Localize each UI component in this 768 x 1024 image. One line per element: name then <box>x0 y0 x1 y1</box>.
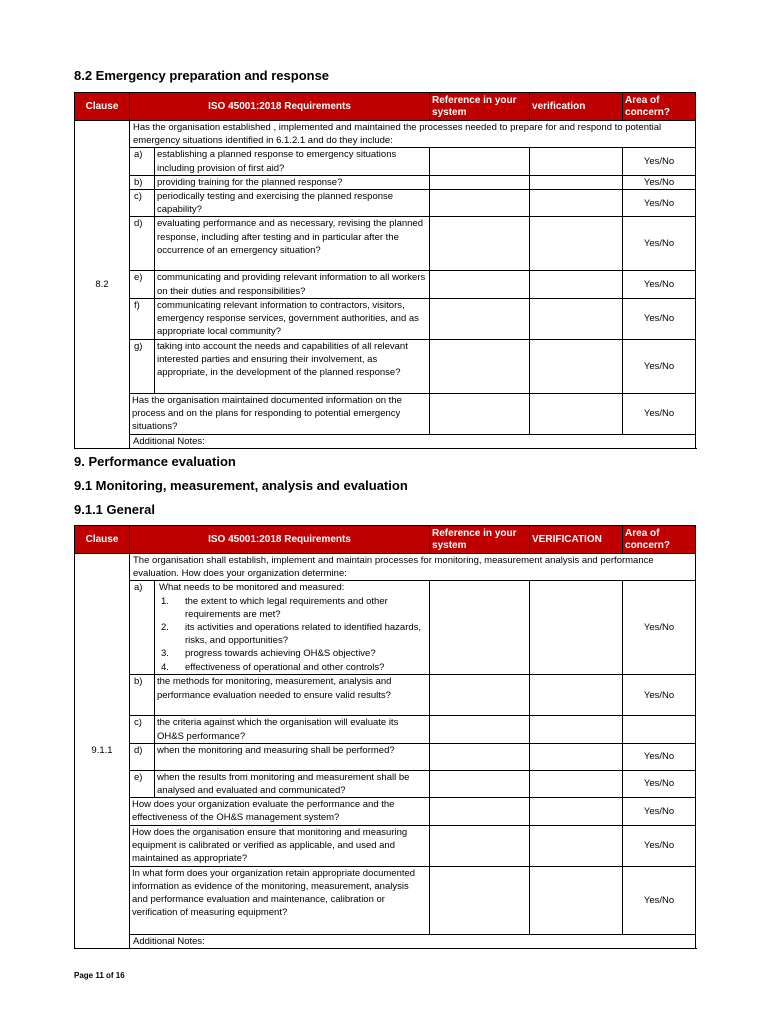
question-text: How does your organization evaluate the performance and the effectiveness of the OH&S management system? <box>130 798 430 825</box>
item-letter: c) <box>130 716 155 743</box>
intro-text: The organisation shall establish, implement and maintain processes for monitoring, measurement analysis and performance evaluation. How does your organization determine: <box>130 554 696 581</box>
table-row <box>75 716 696 743</box>
item-letter: e) <box>130 271 155 298</box>
verification-cell[interactable] <box>530 298 623 339</box>
header-clause: Clause <box>75 93 130 121</box>
reference-cell[interactable] <box>430 175 530 189</box>
verification-cell[interactable] <box>530 393 623 434</box>
table-row <box>75 148 696 175</box>
item-text: establishing a planned response to emergency situations including provision of first aid? <box>155 148 430 175</box>
item-letter: g) <box>130 339 155 393</box>
table-row <box>75 271 696 298</box>
answer-cell[interactable]: Yes/No <box>623 393 696 434</box>
reference-cell[interactable] <box>430 271 530 298</box>
answer-cell[interactable]: Yes/No <box>623 175 696 189</box>
table-row <box>75 866 696 934</box>
emergency-table <box>74 92 696 449</box>
table-row <box>75 743 696 770</box>
verification-cell[interactable] <box>530 743 623 770</box>
verification-cell[interactable] <box>530 148 623 175</box>
verification-cell[interactable] <box>530 716 623 743</box>
additional-notes[interactable]: Additional Notes: <box>130 434 696 448</box>
verification-cell[interactable] <box>530 217 623 271</box>
table-row <box>75 770 696 797</box>
intro-text: Has the organisation established , implemented and maintained the processes needed to prepare for and respond to potential emergency situations identified in 6.1.2.1 and do they include: <box>130 121 696 148</box>
page-number: Page 11 of 16 <box>74 971 125 980</box>
section-heading-8-2: 8.2 Emergency preparation and response <box>74 68 330 83</box>
table-row <box>75 798 696 825</box>
additional-notes[interactable]: Additional Notes: <box>130 934 696 948</box>
table-row <box>75 393 696 434</box>
answer-cell[interactable]: Yes/No <box>623 190 696 217</box>
reference-cell[interactable] <box>430 866 530 934</box>
table-row <box>75 339 696 393</box>
answer-cell[interactable]: Yes/No <box>623 217 696 271</box>
verification-cell[interactable] <box>530 770 623 797</box>
table-row <box>75 581 696 675</box>
table-row <box>75 217 696 271</box>
sub-item: 1. the extent to which legal requirements and other requirements are met? <box>161 595 388 620</box>
reference-cell[interactable] <box>430 798 530 825</box>
sub-item: 3. progress towards achieving OH&S objective? <box>161 648 376 660</box>
item-letter: a) <box>130 148 155 175</box>
reference-cell[interactable] <box>430 716 530 743</box>
header-requirements: ISO 45001:2018 Requirements <box>130 93 430 121</box>
clause-cell: 9.1.1 <box>75 554 130 949</box>
item-text: evaluating performance and as necessary, revising the planned response, including after testing and in particular after the occurrence of an emergency situation? <box>155 217 430 271</box>
reference-cell[interactable] <box>430 148 530 175</box>
question-text: How does the organisation ensure that monitoring and measuring equipment is calibrated or verified as applicable, and used and maintained as appropriate? <box>130 825 430 866</box>
reference-cell[interactable] <box>430 393 530 434</box>
item-text: periodically testing and exercising the planned response capability? <box>155 190 430 217</box>
section-heading-9-1: 9.1 Monitoring, measurement, analysis and evaluation <box>74 478 408 493</box>
answer-cell[interactable] <box>623 716 696 743</box>
verification-cell[interactable] <box>530 190 623 217</box>
item-letter: a) <box>130 581 155 675</box>
section-heading-9-1-1: 9.1.1 General <box>74 502 155 517</box>
answer-cell[interactable]: Yes/No <box>623 675 696 716</box>
header-area-of-concern: Area of concern? <box>623 93 696 121</box>
answer-cell[interactable]: Yes/No <box>623 148 696 175</box>
item-text: providing training for the planned response? <box>155 175 430 189</box>
answer-cell[interactable]: Yes/No <box>623 271 696 298</box>
verification-cell[interactable] <box>530 825 623 866</box>
reference-cell[interactable] <box>430 217 530 271</box>
answer-cell[interactable]: Yes/No <box>623 743 696 770</box>
table-row <box>75 121 696 148</box>
item-letter: b) <box>130 675 155 716</box>
item-text: communicating and providing relevant information to all workers on their duties and responsibilities? <box>155 271 430 298</box>
header-reference: Reference in your system <box>430 93 530 121</box>
answer-cell[interactable]: Yes/No <box>623 581 696 675</box>
item-text: when the monitoring and measuring shall be performed? <box>155 743 430 770</box>
verification-cell[interactable] <box>530 581 623 675</box>
monitoring-table <box>74 525 696 949</box>
answer-cell[interactable]: Yes/No <box>623 298 696 339</box>
header-reference: Reference in your system <box>430 526 530 554</box>
item-letter: f) <box>130 298 155 339</box>
verification-cell[interactable] <box>530 866 623 934</box>
item-text <box>155 581 430 675</box>
clause-cell: 8.2 <box>75 121 130 449</box>
verification-cell[interactable] <box>530 175 623 189</box>
table-row <box>75 298 696 339</box>
notes-row <box>75 434 696 448</box>
item-text: communicating relevant information to contractors, visitors, emergency response services, government authorities, and as appropriate local community? <box>155 298 430 339</box>
answer-cell[interactable]: Yes/No <box>623 770 696 797</box>
header-verification: VERIFICATION <box>530 526 623 554</box>
question-text: In what form does your organization retain appropriate documented information as evidence of the monitoring, measurement, analysis and performance evaluation and maintenance, calibration or verification of measuring equipment? <box>130 866 430 934</box>
item-text: the criteria against which the organisation will evaluate its OH&S performance? <box>155 716 430 743</box>
header-clause: Clause <box>75 526 130 554</box>
item-letter: c) <box>130 190 155 217</box>
reference-cell[interactable] <box>430 190 530 217</box>
header-verification: verification <box>530 93 623 121</box>
verification-cell[interactable] <box>530 798 623 825</box>
header-requirements: ISO 45001:2018 Requirements <box>130 526 430 554</box>
table-row <box>75 190 696 217</box>
notes-row <box>75 934 696 948</box>
item-letter: d) <box>130 743 155 770</box>
item-letter: b) <box>130 175 155 189</box>
answer-cell[interactable]: Yes/No <box>623 866 696 934</box>
table-header-row <box>75 93 696 121</box>
item-letter: d) <box>130 217 155 271</box>
answer-cell[interactable]: Yes/No <box>623 798 696 825</box>
reference-cell[interactable] <box>430 743 530 770</box>
item-text: when the results from monitoring and measurement shall be analysed and evaluated and communicated? <box>155 770 430 797</box>
table-row <box>75 675 696 716</box>
table-row <box>75 825 696 866</box>
reference-cell[interactable] <box>430 825 530 866</box>
answer-cell[interactable]: Yes/No <box>623 825 696 866</box>
item-text: taking into account the needs and capabilities of all relevant interested parties and ensuring their involvement, as appropriate, in the development of the planned response? <box>155 339 430 393</box>
reference-cell[interactable] <box>430 770 530 797</box>
table-header-row <box>75 526 696 554</box>
verification-cell[interactable] <box>530 675 623 716</box>
reference-cell[interactable] <box>430 339 530 393</box>
reference-cell[interactable] <box>430 298 530 339</box>
question-text: Has the organisation maintained documented information on the process and on the plans for responding to potential emergency situations? <box>130 393 430 434</box>
reference-cell[interactable] <box>430 581 530 675</box>
item-letter: e) <box>130 770 155 797</box>
verification-cell[interactable] <box>530 271 623 298</box>
sub-item: 2. its activities and operations related to identified hazards, risks, and opportunities? <box>161 622 422 647</box>
verification-cell[interactable] <box>530 339 623 393</box>
header-area-of-concern: Area of concern? <box>623 526 696 554</box>
sub-item: 4. effectiveness of operational and other controls? <box>161 661 385 673</box>
table-row <box>75 175 696 189</box>
reference-cell[interactable] <box>430 675 530 716</box>
answer-cell[interactable]: Yes/No <box>623 339 696 393</box>
item-a-title: What needs to be monitored and measured: <box>159 582 345 594</box>
item-text: the methods for monitoring, measurement, analysis and performance evaluation needed to ensure valid results? <box>155 675 430 716</box>
table-row <box>75 554 696 581</box>
section-heading-9: 9. Performance evaluation <box>74 454 236 469</box>
